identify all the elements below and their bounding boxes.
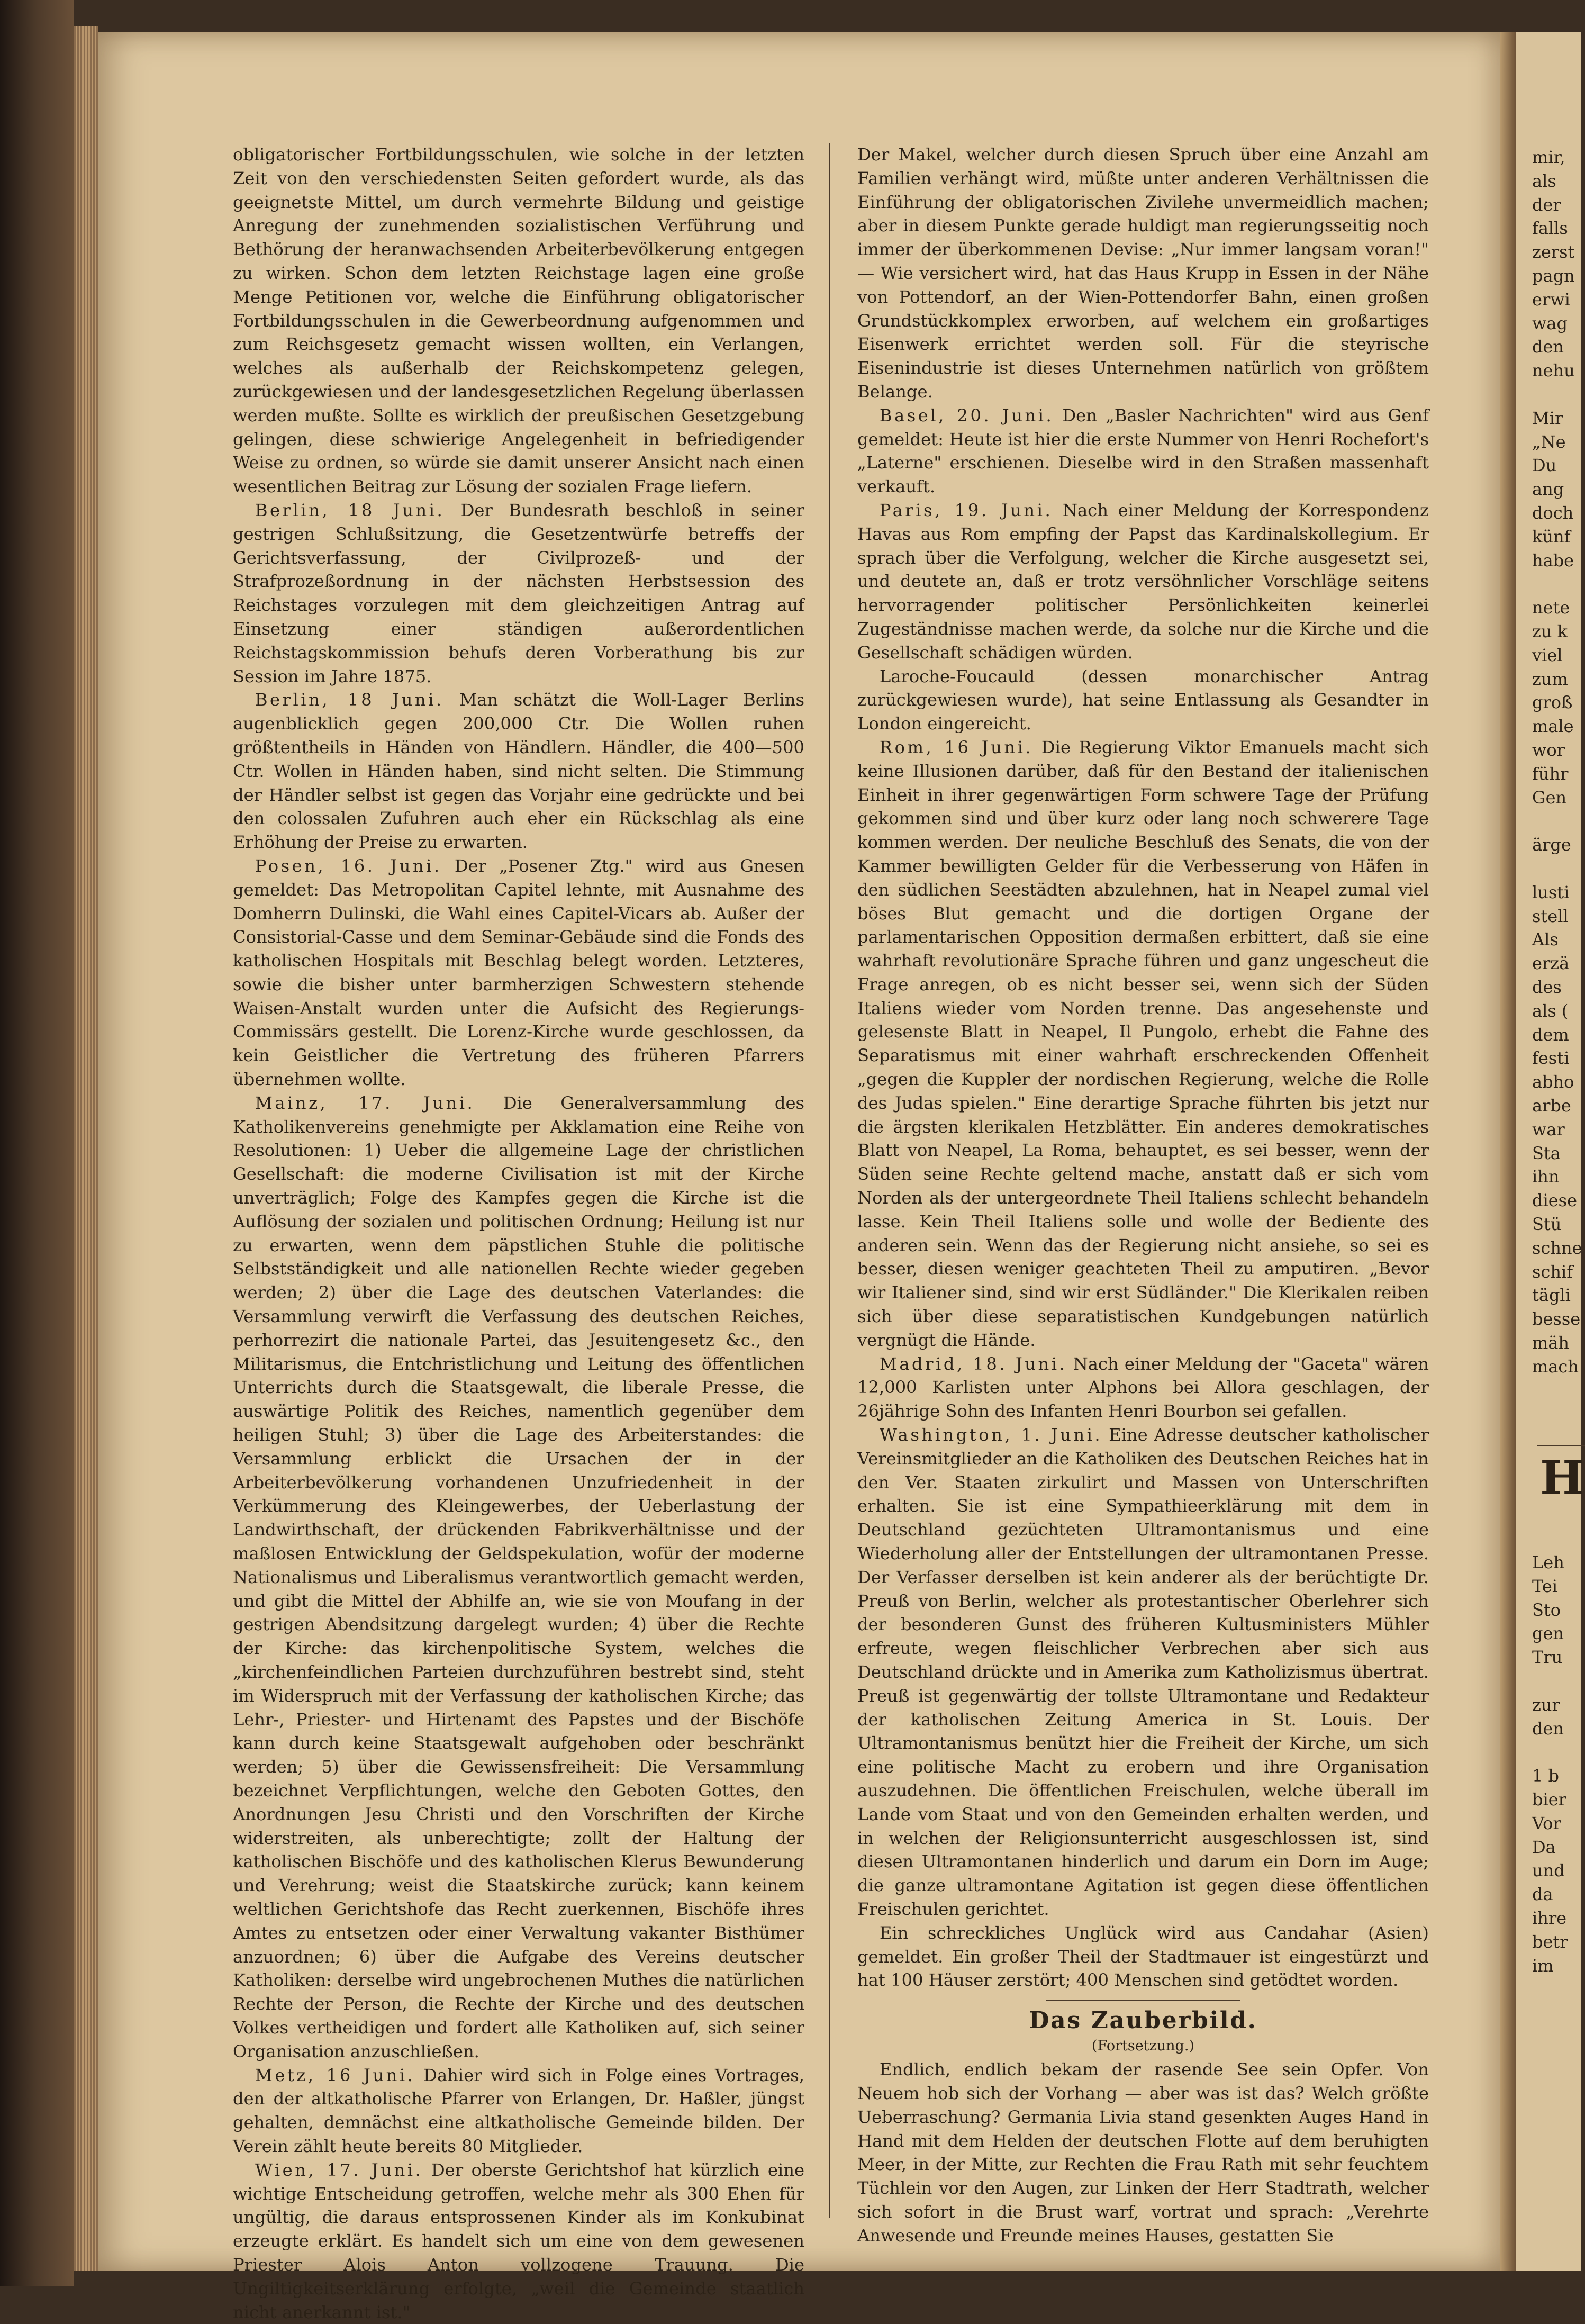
article-text: Laroche-Foucauld (dessen monarchischer Antrag zurückgewiesen wurde), hat seine Entlassung als Gesandter in London eingereicht. — [857, 666, 1429, 734]
edge-fragment: war — [1532, 1119, 1565, 1140]
edge-fragment: schif — [1532, 1261, 1573, 1282]
edge-fragment: nete — [1532, 598, 1570, 618]
dateline: Madrid, 18. Juni. — [879, 1353, 1067, 1374]
dateline: Paris, 19. Juni. — [879, 500, 1053, 520]
dateline: Rom, 16 Juni. — [879, 737, 1034, 757]
article-text: Nach einer Meldung der "Gaceta" wären 12,000 Karlisten unter Alphons bei Allora geschlagen, der 26jährige Sohn des Infanten Henri Bourbon sei gefallen. — [857, 1353, 1429, 1422]
edge-fragment: Vor — [1532, 1813, 1561, 1833]
edge-fragment: tägli — [1532, 1285, 1571, 1306]
edge-fragment: zum — [1532, 668, 1568, 689]
edge-fragment: mir, — [1532, 147, 1565, 167]
edge-fragment: mäh — [1532, 1333, 1570, 1353]
right-column — [857, 143, 1429, 2248]
dateline: Berlin, 18 Juni. — [255, 690, 444, 710]
news-article — [233, 688, 804, 854]
edge-fragment: Sto — [1532, 1599, 1561, 1620]
edge-fragment: Leh — [1532, 1552, 1564, 1572]
edge-fragment: wor — [1532, 740, 1565, 760]
article-text: Der „Posener Ztg." wird aus Gnesen gemeldet: Das Metropolitan Capitel lehnte, mit Ausnahme des Domherrn Dulinski, die Wahl eines Capitel-Vicars ab. Außer der Consistorial-Casse und dem Seminar-Gebäude sind die Fonds des katholischen Hospitals mit Beschlag belegt worden. Letzteres, sowie die bisher unter barmherzigen Schwestern stehende Waisen-Anstalt wurden unter die Aufsicht des Regierungs-Commissärs gestellt. Die Lorenz-Kirche wurde geschlossen, da kein Geistlicher die Vertretung des früheren Pfarrers übernehmen wollte. — [233, 855, 804, 1090]
article-text: Die Generalversammlung des Katholikenvereins genehmigte per Akklamation eine Reihe von Resolutionen: 1) Ueber die allgemeine Lage der christlichen Gesellschaft: die moderne Civilisation ist mit der Kirche unverträglich; Folge des Kampfes gegen die Kirche ist die Auflösung der sozialen und politischen Ordnung; Heilung ist nur zu erwarten, wenn dem päpstlichen Stuhle die politische Selbstständigkeit und alle nationellen Rechte wieder gegeben werden; 2) über die Lage des deutschen Vaterlandes: die Versammlung verwirft die Verfassung des deutschen Reiches, perhorrezirt die nationale Partei, das Jesuitengesetz &c., den Militarismus, die Entchristlichung und Leitung des öffentlichen Unterrichts durch die Staatsgewalt, die liberale Presse, die auswärtige Politik des Reiches, namentlich gegenüber dem heiligen Stuhl; 3) über die Lage des Arbeiterstandes: die Versammlung erblickt die Ursachen der in der Arbeiterbevölkerung vorhandenen Unzufriedenheit in der Verkümmerung des Kleingewerbes, der Ueberlastung der Landwirthschaft, der drückenden Fabrikverhältnisse und der maßlosen Entwicklung der Geldspekulation, wofür der moderne Nationalismus und Liberalismus verantwortlich gemacht werden, und gibt die Mittel der Abhilfe an, wie sie von Moufang in der gestrigen Abendsitzung dargelegt wurden; 4) über die Rechte der Kirche: das kirchenpolitische System, welches die „kirchenfeindlichen Parteien durchzuführen bestrebt sind, steht im Widerspruch mit der Verfassung der katholischen Kirche; das Lehr-, Priester- und Hirtenamt des Papstes und der Bischöfe kann durch keine Staatsgewalt aufgehoben oder beschränkt werden; 5) über die Gewissensfreiheit: Die Versammlung bezeichnet Verpflichtungen, welche den Geboten Gottes, den Anordnungen Jesu Christi und den Vorschriften der Kirche widerstreiten, als unberechtigte; zollt der Haltung der katholischen Bischöfe und des katholischen Klerus Bewunderung und Verehrung; weist die Staatskirche zurück; kann keinem weltlichen Gerichtshofe das Recht zuerkennen, Bischöfe ihres Amtes zu entsetzen oder einer Verwaltung vakanter Bisthümer anzuordnen; 6) über die Aufgabe des Vereins deutscher Katholiken: derselbe wird ungebrochenen Muthes die natürlichen Rechte der Person, die Rechte der Kirche und des deutschen Volkes vertheidigen und fordert alle Katholiken auf, sich seiner Organisation anzuschließen. — [233, 1092, 805, 2061]
edge-fragment: pagn — [1532, 266, 1575, 286]
article-text: Die Regierung Viktor Emanuels macht sich keine Illusionen darüber, daß für den Bestand der italienischen Einheit in ihrer gegenwärtigen Form schwere Tage der Prüfung gekommen sind und über kurz oder lang noch schwerere Tage kommen werden. Der neuliche Beschluß des Senats, die von der Kammer bewilligten Gelder für die Verbesserung von Häfen in den südlichen Seestädten abzulehnen, hat in Neapel zumal viel böses Blut gemacht und die dortigen Organe der parlamentarischen Opposition dermaßen erbittert, daß sie eine wahrhaft revolutionäre Sprache führen und ganz ungescheut die Frage anregen, ob es nicht besser sei, wenn sich der Süden Italiens wieder vom Norden trenne. Das angesehenste und gelesenste Blatt in Neapel, Il Pungolo, erhebt die Fahne des Separatismus mit einer wahrhaft erschreckenden Offenheit „gegen die Kuppler der nordischen Regierung, welche die Rolle des Judas spielen." Eine derartige Sprache führten bis jetzt nur die ärgsten klerikalen Hetzblätter. Ein anderes demokratisches Blatt von Neapel, La Roma, behauptet, es sei besser, wenn der Süden seine Rechte geltend mache, anstatt daß er sich vom Norden als der untergeordnete Theil Italiens schlecht behandeln lasse. Kein Theil Italiens solle und wolle der Bediente des anderen sein. Wenn das der Regierung nicht ansiehe, so sei es besser, diesen weniger geachteten Theil zu amputiren. „Bevor wir Italiener sind, sind wir erst Südländer." Die Klerikalen reiben sich über diese separatistischen Kundgebungen natürlich vergnügt die Hände. — [857, 737, 1429, 1350]
edge-fragment: erwi — [1532, 289, 1570, 310]
news-article — [233, 854, 804, 1091]
edge-fragment: arbe — [1532, 1096, 1571, 1116]
edge-fragment: habe — [1532, 550, 1574, 571]
news-article — [233, 2158, 804, 2324]
edge-fragment: schne — [1532, 1237, 1582, 1258]
edge-fragment: Sta — [1532, 1143, 1561, 1163]
feuilleton-text: Endlich, endlich bekam der rasende See sein Opfer. Von Neuem hob sich der Vorhang — aber was ist das? Welch größte Ueberraschung? Germania Livia stand gesenkten Auges Hand in Hand mit dem Helden der deutschen Flotte auf dem beruhigten Meer, in der Mitte, zur Rechten die Frau Rath mit sehr feuchtem Tüchlein vor den Augen, zur Linken der Herr Stadtrath, welcher sich sofort in die Brust warf, vortrat und sprach: „Verehrte Anwesende und Freunde meines Hauses, gestatten Sie — [857, 2059, 1429, 2246]
news-article — [857, 1352, 1429, 1423]
edge-fragment: abho — [1532, 1072, 1574, 1092]
dateline: Washington, 1. Juni. — [879, 1425, 1103, 1445]
edge-fragment: zu k — [1532, 621, 1568, 641]
edge-fragment: betr — [1532, 1931, 1568, 1952]
article-text: obligatorischer Fortbildungsschulen, wie solche in der letzten Zeit von den verschiedensten Seiten gefordert wurde, als das geeignetste Mittel, um durch vermehrte Bildung und geistige Anregung der zunehmenden sozialistischen Verführung und Bethörung der heranwachsenden Arbeiterbevölkerung entgegen zu wirken. Schon dem letzten Reichstage lagen eine große Menge Petitionen vor, welche die Einführung obligatorischer Fortbildungsschulen in die Gewerbeordnung aufgenommen und zum Reichsgesetz gemacht wissen wollten, ein Verlangen, welches als außerhalb der Reichskompetenz gelegen, zurückgewiesen und der landesgesetzlichen Regelung überlassen werden mußte. Sollte es wirklich der preußischen Gesetzgebung gelingen, diese schwierige Angelegenheit in befriedigender Weise zu ordnen, so würde sie damit unserer Ansicht nach einen wesentlichen Beitrag zur Lösung der sozialen Frage liefern. — [233, 144, 804, 497]
right-column-articles — [857, 143, 1429, 1992]
article-text: Der Bundesrath beschloß in seiner gestrigen Schlußsitzung, die Gesetzentwürfe betreffs der Gerichtsverfassung, der Civilprozeß- und der Strafprozeßordnung in der nächsten Herbstsession des Reichstages vorzulegen mit dem gleichzeitigen Antrag auf Einsetzung einer ständigen außerordentlichen Reichstagskommission behufs deren Vorberathung bis zur Session im Jahre 1875. — [233, 500, 804, 686]
news-article — [857, 499, 1429, 665]
article-text: Eine Adresse deutscher katholischer Vereinsmitglieder an die Katholiken des Deutschen Reiches hat in den Ver. Staaten zirkulirt und Massen von Unterschriften erhalten. Sie ist eine Sympathieerklärung mit dem in Deutschland gezüchteten Ultramontanismus und eine Wiederholung aller der Entstellungen der ultramontanen Presse. Der Verfasser derselben ist kein anderer als der berüchtigte Dr. Preuß von Berlin, welcher als protestantischer Oberlehrer sich der besonderen Gunst des früheren Kultusministers Mühler erfreute, wegen fleischlicher Verbrechen aber sich aus Deutschland drückte und in Amerika zum Katholizismus übertrat. Preuß ist gegenwärtig der tollste Ultramontane und Redakteur der katholischen Zeitung America in St. Louis. Der Ultramontanismus benützt hier die Freiheit der Kirche, um sich eine politische Macht zu erobern und ihre Organisation auszudehnen. Die öffentlichen Freischulen, welche überall im Lande vom Staat und von den Gemeinden erhalten werden, und in welchen der Religionsunterricht ausgeschlossen ist, sind diesen Ultramontanen hinderlich und darum ein Dorn im Auge; die ganze ultramontane Agitation ist gegen diese öffentlichen Freischulen gerichtet. — [857, 1425, 1429, 1919]
edge-fragment: „Ne — [1532, 431, 1566, 452]
edge-fragment: bier — [1532, 1789, 1566, 1810]
article-text: Man schätzt die Woll-Lager Berlins augenblicklich gegen 200,000 Ctr. Die Wollen ruhen größtentheils in Händen von Händlern. Händler, die 400—500 Ctr. Wollen in Händen haben, sind nicht selten. Die Stimmung der Händler selbst ist gegen das Vorjahr eine gedrückte und bei den colossalen Zufuhren auch eher ein Rückschlag als eine Erhöhung der Preise zu erwarten. — [233, 690, 804, 853]
dateline: Berlin, 18 Juni. — [255, 500, 445, 520]
edge-fragment: führ — [1532, 763, 1569, 784]
edge-fragment: male — [1532, 716, 1574, 737]
edge-fragment: 1 b — [1532, 1766, 1560, 1786]
dateline: Wien, 17. Juni. — [255, 2159, 423, 2180]
edge-fragment: Da — [1532, 1837, 1556, 1857]
article-text: Der Makel, welcher durch diesen Spruch über eine Anzahl am Familien verhängt wird, müßte unter anderen Verhältnissen die Einführung der obligatorischen Zivilehe unvermeidlich machen; aber in diesem Punkte gerade huldigt man regierungsseitig noch immer der überkommenen Devise: „Nur immer langsam voran!" — Wie versichert wird, hat das Haus Krupp in Essen in der Nähe von Pottendorf, an der Wien-Pottendorfer Bahn, einen großen Grundstückkomplex erworben, auf welchem ein großartiges Eisenwerk errichtet werden soll. Für die steyrische Eisenindustrie ist dieses Unternehmen natürlich von größtem Belange. — [857, 144, 1429, 402]
news-article — [233, 1091, 804, 2064]
edge-fragment: festi — [1532, 1048, 1570, 1069]
left-column — [233, 143, 804, 2324]
edge-fragment: nehu — [1532, 360, 1575, 381]
news-article — [857, 1423, 1429, 1921]
edge-fragment: stell — [1532, 906, 1569, 926]
edge-fragment: wag — [1532, 313, 1568, 333]
edge-fragment: des — [1532, 977, 1562, 997]
edge-fragment: ihre — [1532, 1908, 1567, 1928]
edge-fragment: Gen — [1532, 787, 1567, 808]
edge-fragment: besse — [1532, 1309, 1581, 1330]
edge-fragment: zur — [1532, 1694, 1560, 1715]
dateline: Metz, 16 Juni. — [255, 2065, 415, 2085]
edge-fragment: und — [1532, 1860, 1565, 1881]
edge-fragment: dem — [1532, 1024, 1569, 1045]
news-article — [233, 499, 804, 688]
edge-fragment: als — [1532, 170, 1556, 191]
edge-fragment: im — [1532, 1955, 1554, 1976]
column-divider — [829, 143, 830, 2218]
article-text: Den „Basler Nachrichten" wird aus Genf gemeldet: Heute ist hier die erste Nummer von Henri Rochefort's „Laterne" erschienen. Dieselbe wird in den Straßen massenhaft verkauft. — [857, 405, 1429, 497]
edge-fragment: als ( — [1532, 1000, 1569, 1021]
article-text: Ein schreckliches Unglück wird aus Candahar (Asien) gemeldet. Ein großer Theil der Stadtmauer ist eingestürzt und hat 100 Häuser zerstört; 400 Menschen sind getödtet worden. — [857, 1922, 1429, 1991]
edge-fragment: zerst — [1532, 242, 1575, 263]
article-text: Der oberste Gerichtshof hat kürzlich eine wichtige Entscheidung getroffen, welche mehr als 300 Ehen für ungültig, die daraus entsprossenen Kinder als im Konkubinat erzeugte erklärt. Es handelt sich um eine von dem gewesenen Priester Alois Anton vollzogene Trauung. Die Ungiltigkeitserklärung erfolgte, „weil die Gemeinde staatlich nicht anerkannt ist." — [233, 2159, 805, 2322]
edge-fragment: Du — [1532, 455, 1557, 476]
edge-fragment: Tru — [1532, 1647, 1563, 1668]
edge-fragment: Stü — [1532, 1214, 1562, 1234]
edge-headline-letter: H — [1540, 1450, 1584, 1505]
edge-fragment: Mir — [1532, 408, 1563, 428]
book-binding — [0, 0, 74, 2286]
edge-fragment: ärge — [1532, 835, 1571, 855]
news-article — [233, 2064, 804, 2158]
edge-fragment: der — [1532, 194, 1561, 215]
edge-fragment: mach — [1532, 1356, 1579, 1377]
news-article — [857, 736, 1429, 1352]
dateline: Mainz, 17. Juni. — [255, 1092, 475, 1113]
edge-fragment: ang — [1532, 479, 1564, 500]
edge-fragment: viel — [1532, 645, 1563, 665]
edge-fragment: lusti — [1532, 882, 1570, 902]
edge-fragment: erzä — [1532, 953, 1570, 974]
continued-paragraph — [233, 143, 804, 499]
article-text: Nach einer Meldung der Korrespondenz Havas aus Rom empfing der Papst das Kardinalskollegium. Er sprach über die Verfolgung, welcher die Kirche ausgesetzt sei, und deutete an, daß er trotz versöhnlicher Vorschläge seitens hervorragender politischer Persönlichkeiten keinerlei Zugeständnisse machen werde, da solche nur die Kirche und die Gesellschaft schädigen würden. — [857, 500, 1429, 663]
feuilleton-title: Das Zauberbild. — [1029, 2007, 1257, 2034]
edge-fragment: den — [1532, 337, 1564, 357]
news-article — [857, 1921, 1429, 1992]
edge-fragment: den — [1532, 1718, 1564, 1739]
feuilleton-subtitle: (Fortsetzung.) — [1092, 2038, 1194, 2055]
edge-rule — [1537, 1445, 1585, 1446]
edge-fragment: diese — [1532, 1190, 1578, 1211]
news-article — [857, 665, 1429, 736]
dateline: Basel, 20. Juni. — [879, 405, 1054, 426]
edge-fragment: da — [1532, 1884, 1553, 1905]
page-stack-edge — [74, 26, 98, 2271]
edge-fragment: Tei — [1532, 1576, 1558, 1596]
edge-fragment: künf — [1532, 526, 1571, 547]
dateline: Posen, 16. Juni. — [255, 855, 442, 876]
edge-fragment: Als — [1532, 929, 1559, 950]
continued-paragraph — [857, 143, 1429, 404]
edge-fragment: groß — [1532, 692, 1573, 713]
article-text: Dahier wird sich in Folge eines Vortrages, den der altkatholische Pfarrer von Erlangen, Dr. Haßler, jüngst gehalten, demnächst eine altkatholische Gemeinde bilden. Der Verein zählt heute bereits 80 Mitglieder. — [233, 2065, 804, 2156]
page-gutter — [1500, 32, 1516, 2271]
news-article — [857, 404, 1429, 499]
edge-fragment: gen — [1532, 1623, 1564, 1644]
edge-fragment: ihn — [1532, 1166, 1560, 1187]
edge-fragment: doch — [1532, 503, 1574, 523]
feuilleton-divider — [1046, 2000, 1240, 2001]
edge-fragment: falls — [1532, 218, 1568, 239]
